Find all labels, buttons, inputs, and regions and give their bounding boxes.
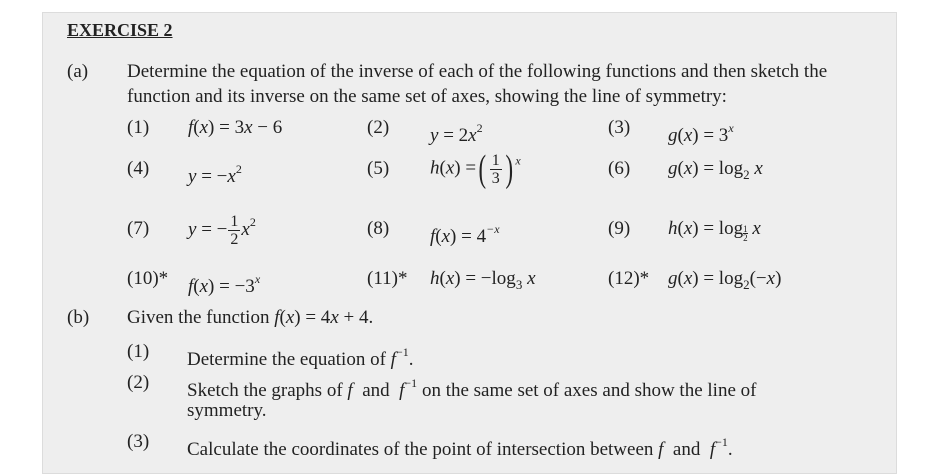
item-number: (8): [367, 218, 390, 239]
math-supn: 2: [476, 121, 483, 135]
math-i: x: [227, 166, 236, 187]
math-text: (−: [749, 268, 767, 289]
function-formula: [188, 268, 260, 298]
item-number: (1): [127, 117, 150, 138]
math-i: x: [683, 218, 693, 239]
math-text: = −: [196, 219, 228, 240]
question-number: (3): [127, 431, 150, 452]
item-number: (3): [608, 117, 631, 138]
math-text: ) = 4: [294, 307, 331, 328]
math-sub: 3: [515, 277, 523, 292]
math-text: Calculate the coordinates of the point of intersection between: [187, 439, 659, 460]
function-formula: [430, 149, 521, 189]
math-i: x: [199, 117, 209, 138]
math-i: f: [399, 380, 405, 401]
numerator: 1: [743, 224, 748, 234]
item-number: (7): [127, 218, 150, 239]
part-a-label: (a): [67, 61, 89, 82]
math-i: g: [668, 125, 678, 146]
item-number: (9): [608, 218, 631, 239]
math-big: (: [478, 148, 487, 190]
math-i: g: [668, 158, 678, 179]
math-i: x: [445, 157, 455, 179]
function-formula: [188, 211, 256, 248]
math-text: + 4.: [338, 307, 374, 328]
math-i: x: [747, 218, 761, 239]
exercise-title: EXERCISE 2: [67, 20, 173, 40]
math-text: (: [677, 218, 684, 239]
math-i: h: [668, 218, 678, 239]
math-supn: −1: [404, 376, 418, 390]
denominator: 2: [743, 233, 748, 243]
function-formula: [668, 218, 761, 242]
math-i: x: [522, 268, 536, 289]
math-text: and: [663, 439, 710, 460]
math-text: ) = 3: [692, 125, 729, 146]
math-i: f: [188, 276, 194, 297]
math-i: x: [468, 125, 477, 146]
math-i: f: [658, 439, 664, 460]
part-b-intro: [127, 307, 373, 329]
math-text: (: [193, 117, 200, 138]
math-text: (: [677, 125, 684, 146]
function-formula: [430, 268, 536, 296]
math-text: on the same set of axes and show the line of: [417, 380, 757, 401]
math-i: y: [430, 125, 439, 146]
math-i: f: [188, 117, 194, 138]
math-text: Sketch the graphs of: [187, 380, 348, 401]
math-sup: x: [728, 121, 734, 135]
math-i: y: [188, 166, 197, 187]
math-sub: 2: [743, 277, 750, 292]
item-number: (10)*: [127, 268, 169, 289]
item-number: (11)*: [367, 268, 408, 289]
math-text: (: [677, 158, 684, 179]
math-text: (: [193, 276, 200, 297]
math-supn: −1: [715, 435, 728, 449]
math-i: x: [285, 307, 295, 328]
function-formula: [668, 158, 763, 186]
math-text: and: [352, 380, 400, 401]
math-i: x: [683, 158, 693, 179]
question-number: (1): [127, 341, 150, 362]
math-text: (: [435, 226, 442, 247]
math-sub: 2: [743, 167, 750, 182]
math-text: .: [727, 439, 733, 460]
math-i: x: [683, 268, 693, 289]
math-i: f: [347, 380, 353, 401]
question-2-text: [187, 372, 756, 402]
math-supn: −1: [395, 345, 409, 359]
math-sup: x: [515, 153, 521, 168]
math-i: x: [199, 276, 209, 297]
math-text: .: [408, 349, 414, 370]
function-formula: [430, 218, 500, 248]
math-supn: 2: [235, 162, 242, 176]
math-i: f: [430, 226, 436, 247]
math-text: ) = −log: [454, 268, 516, 289]
item-number: (12)*: [608, 268, 650, 289]
function-formula: [668, 268, 781, 296]
function-formula: [188, 117, 282, 139]
math-i: f: [274, 307, 280, 328]
math-text: (: [279, 307, 286, 328]
question-3-text: [187, 431, 733, 461]
math-text: = 2: [438, 125, 469, 146]
math-text: Determine the equation of: [187, 349, 391, 370]
question-number: (2): [127, 372, 150, 393]
math-big: ): [505, 148, 513, 190]
math-text: ): [775, 268, 782, 289]
math-sup: −x: [486, 222, 500, 236]
function-formula: [668, 117, 734, 147]
math-text: (: [677, 268, 684, 289]
part-b-label: (b): [67, 307, 90, 328]
denominator: 2: [230, 231, 239, 249]
math-text: ) =: [454, 157, 477, 179]
math-text: ) = 4: [450, 226, 487, 247]
item-number: (4): [127, 158, 150, 179]
math-text: = −: [196, 166, 228, 187]
math-i: y: [188, 219, 197, 240]
question-2-continuation: symmetry.: [187, 400, 267, 421]
part-a-instruction-line2: function and its inverse on the same set of axes, showing the line of symmetry:: [127, 86, 727, 107]
fraction: [490, 152, 502, 187]
math-text: ) = −3: [208, 276, 255, 297]
numerator: 1: [230, 213, 239, 231]
math-i: f: [709, 439, 716, 460]
math-text: ) = log: [692, 158, 744, 179]
item-number: (2): [367, 117, 390, 138]
math-i: x: [241, 219, 250, 240]
math-sup: x: [254, 272, 261, 286]
math-i: x: [766, 268, 776, 289]
math-text: ) = log: [692, 218, 744, 239]
math-text: ) = 3: [208, 117, 245, 138]
numerator: 1: [491, 151, 500, 169]
item-number: (5): [367, 158, 390, 179]
fraction: [228, 213, 240, 248]
question-1-text: [187, 341, 413, 371]
math-i: x: [441, 226, 451, 247]
math-text: (: [439, 268, 446, 289]
math-text: ) = log: [692, 268, 744, 289]
math-i: x: [330, 307, 339, 328]
math-i: x: [445, 268, 455, 289]
function-formula: [430, 117, 483, 147]
math-i: x: [749, 158, 763, 179]
denominator: 3: [491, 169, 500, 187]
math-i: x: [244, 117, 253, 138]
math-supn: 2: [249, 215, 256, 229]
math-i: h: [430, 157, 440, 179]
math-i: x: [683, 125, 693, 146]
math-i: g: [668, 268, 678, 289]
math-i: f: [390, 349, 396, 370]
math-text: − 6: [252, 117, 283, 138]
math-i: h: [430, 268, 440, 289]
function-formula: [188, 158, 242, 188]
math-text: (: [439, 157, 446, 179]
math-text: Given the function: [127, 307, 275, 328]
item-number: (6): [608, 158, 631, 179]
part-a-instruction-line1: Determine the equation of the inverse of each of the following functions and then sketch the: [127, 61, 828, 82]
